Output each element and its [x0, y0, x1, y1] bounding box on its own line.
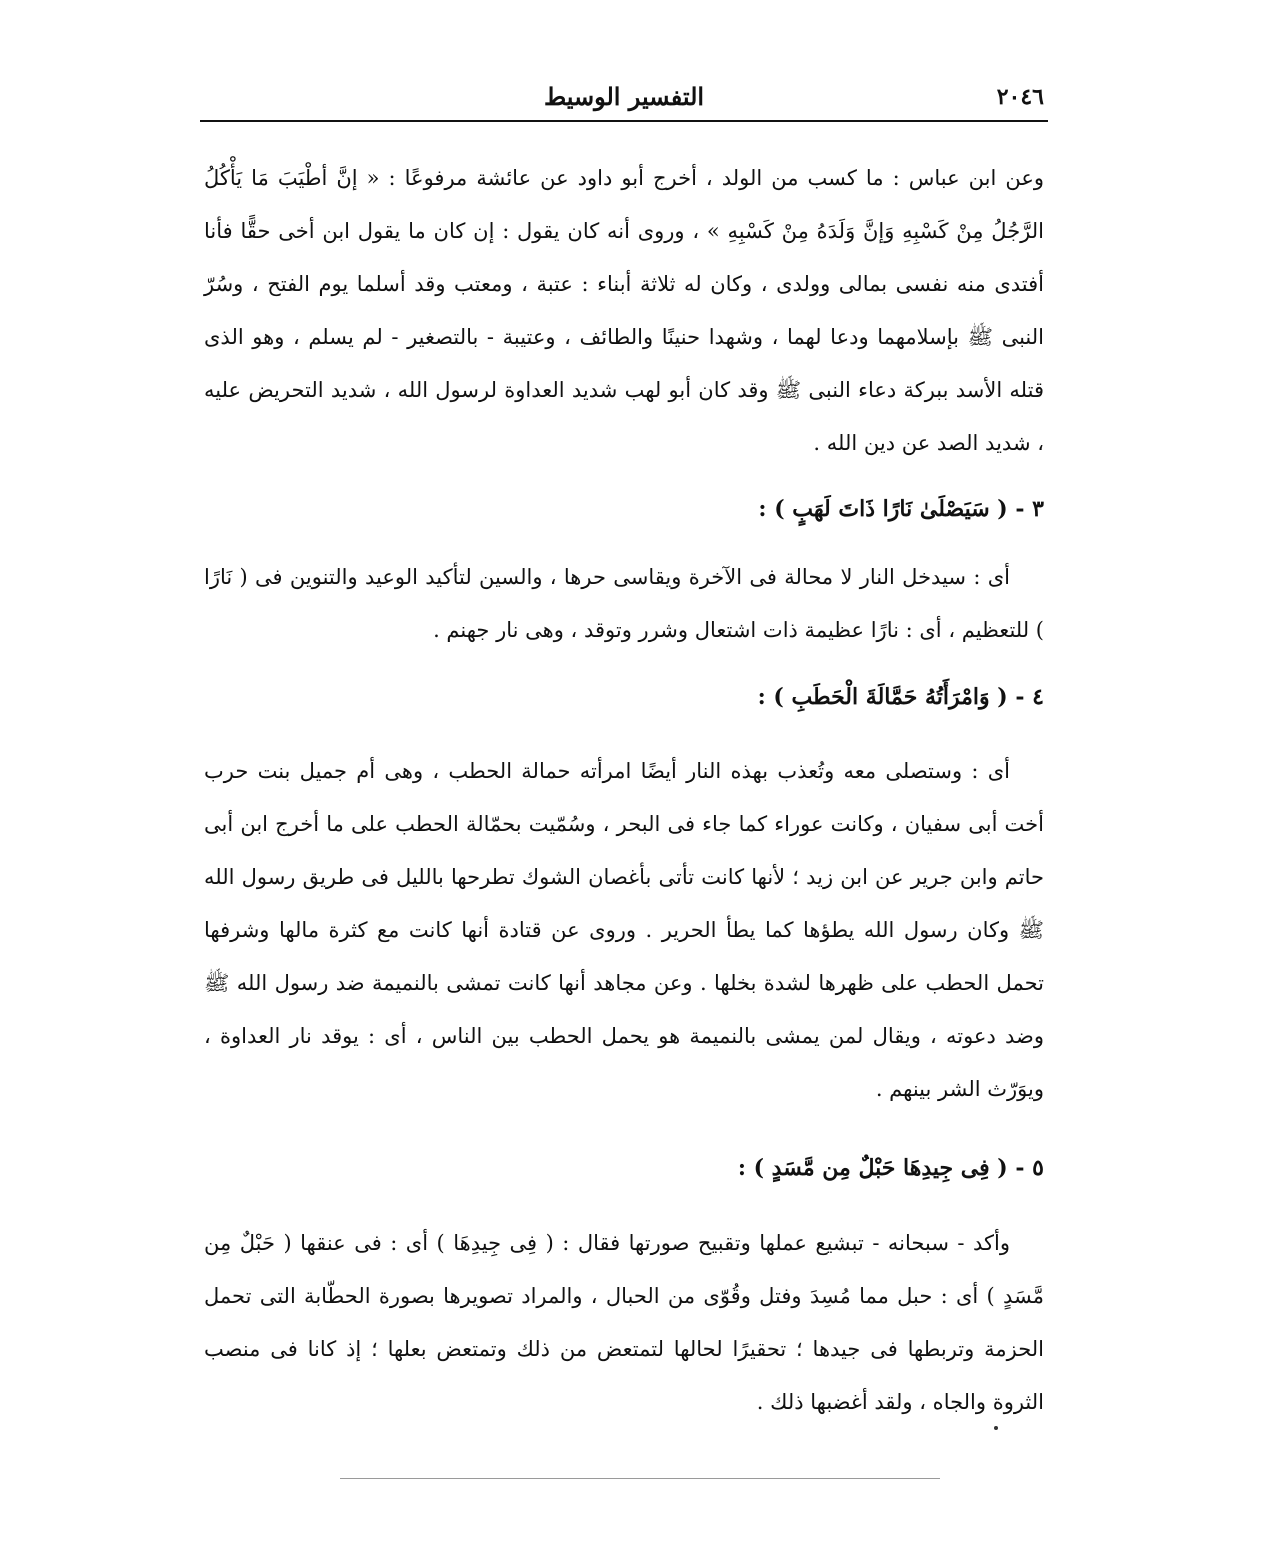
paragraph-commentary-verse-5: وأكد - سبحانه - تبشيع عملها وتقبيح صورتها فقال : ( فِى جِيدِهَا ) أى : فى عنقها ( حَبْلٌ مِن مَّسَدٍ ) أى : حبل مما مُسِدَ وفتل وقُوّى من الحبال ، والمراد تصويرها بصورة الحطّابة التى تحمل الحزمة وتربطها فى جيدها ؛ تحقيرًا لحالها لتمتعض من ذلك وتمتعض بعلها ؛ إذ كانا فى منصب الثروة والجاه ، ولقد أغضبها ذلك . — [204, 1231, 1044, 1414]
running-title: التفسير الوسيط — [543, 82, 705, 111]
verse-heading-5: ٥ - ( فِى جِيدِهَا حَبْلٌ مِن مَّسَدٍ ) : — [737, 1155, 1044, 1181]
footer-rule — [340, 1478, 940, 1479]
paragraph-commentary-verse-2: وعن ابن عباس : ما كسب من الولد ، أخرج أبو داود عن عائشة مرفوعًا : « إنَّ أطْيَبَ مَا يَأْكُلُ الرَّجُلُ مِنْ كَسْبِهِ وَإنَّ وَلَدَهُ مِنْ كَسْبِهِ » ، وروى أنه كان يقول : إن كان ما يقول ابن أخى حقًّا فأنا أفتدى منه نفسى بمالى وولدى ، وكان له ثلاثة أبناء : عتبة ، ومعتب وقد أسلما يوم الفتح ، وسُرّ النبى ﷺ بإسلامهما ودعا لهما ، وشهدا حنينًا والطائف ، وعتيبة - بالتصغير - لم يسلم ، وهو الذى قتله الأسد ببركة دعاء النبى ﷺ وقد كان أبو لهب شديد العداوة لرسول الله ، شديد التحريض عليه ، شديد الصد عن دين الله . — [204, 166, 1044, 455]
page-number: ٢٠٤٦ — [996, 84, 1044, 110]
verse-heading-3: ٣ - ( سَيَصْلَىٰ نَارًا ذَاتَ لَهَبٍ ) : — [758, 496, 1044, 522]
paragraph-commentary-verse-4: أى : وستصلى معه وتُعذب بهذه النار أيضًا امرأته حمالة الحطب ، وهى أم جميل بنت حرب أخت أبى سفيان ، وكانت عوراء كما جاء فى البحر ، وسُمّيت بحمّالة الحطب على ما أخرج ابن أبى حاتم وابن جرير عن ابن زيد ؛ لأنها كانت تأتى بأغصان الشوك تطرحها بالليل فى طريق رسول الله ﷺ وكان رسول الله يطؤها كما يطأ الحرير . وروى عن قتادة أنها كانت مع كثرة مالها وشرفها تحمل الحطب على ظهرها لشدة بخلها . وعن مجاهد أنها كانت تمشى بالنميمة ضد رسول الله ﷺ وضد دعوته ، ويقال لمن يمشى بالنميمة هو يحمل الحطب بين الناس ، أى : يوقد نار العداوة ، ويوَرّث الشر بينهم . — [204, 759, 1045, 1101]
header-rule — [200, 120, 1048, 122]
footer-dot — [994, 1426, 998, 1430]
page-header — [200, 78, 1048, 118]
verse-heading-4: ٤ - ( وَامْرَأَتُهُ حَمَّالَةَ الْحَطَبِ ) : — [757, 684, 1044, 710]
paragraph-commentary-verse-3: أى : سيدخل النار لا محالة فى الآخرة ويقاسى حرها ، والسين لتأكيد الوعيد والتنوين فى ( نَارًا ) للتعظيم ، أى : نارًا عظيمة ذات اشتعال وشرر وتوقد ، وهى نار جهنم . — [204, 565, 1044, 642]
